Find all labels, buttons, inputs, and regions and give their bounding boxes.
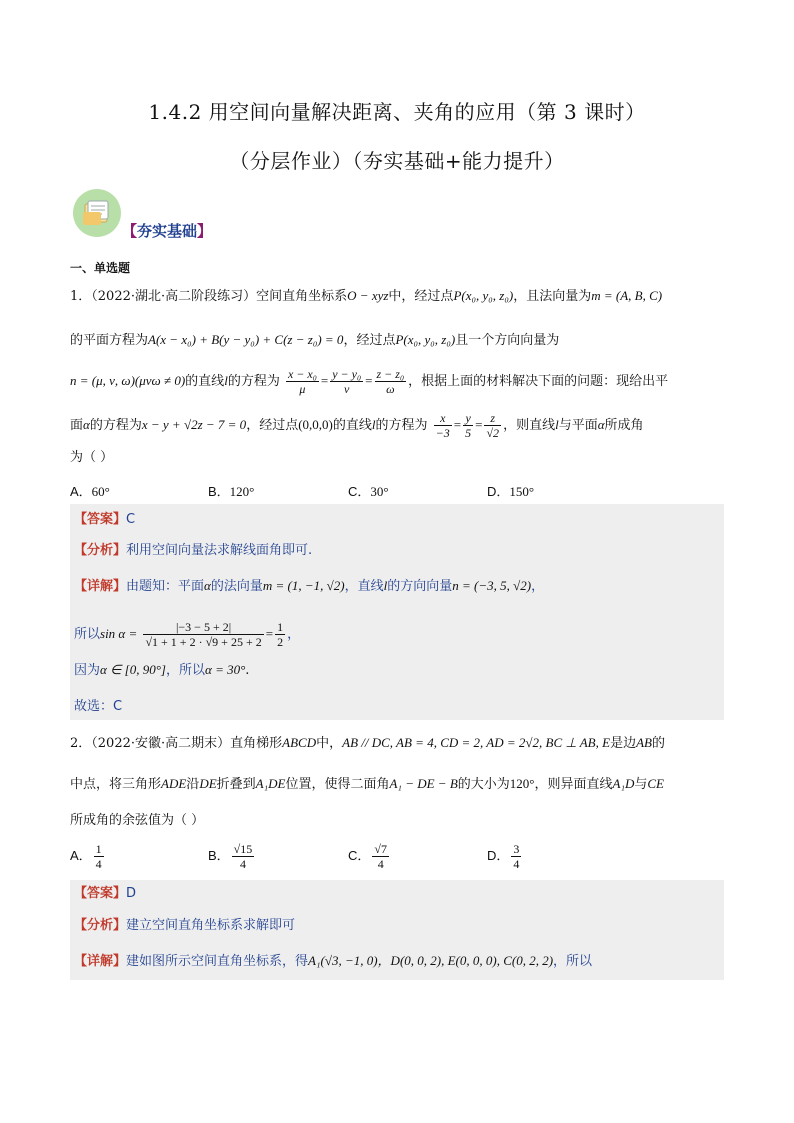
q1-solution-panel: [70, 504, 724, 720]
q2-option-b[interactable]: B． $\frac{√15}{4}$: [208, 842, 253, 871]
q2-line2: 中点，将三角形ADE沿DE折叠到A₁DE位置，使得二面角A₁ − DE − B的大小为120°，则异面直线A₁D与CE: [70, 776, 664, 792]
q1-line5: 为（ ）: [70, 450, 114, 465]
q1-sin-formula: 所以sin α = $\frac{|-3 - 5 + 2|}{√1 + 1 + 2 \cdot √9 + 25 + 2}$ = $\frac{1}{2}$ ，: [74, 620, 301, 649]
q1-conclusion: 因为α ∈ [0, 90°]，所以α = 30°.: [74, 662, 250, 678]
q1-line4: 面α的方程为x − y + √2z − 7 = 0，经过点(0,0,0)的直线l的方程为 $\frac{x}{-3}$ = $\frac{y}{5}$ = $\frac{z}{√2}$ ，则直线l与平面α所成角: [70, 411, 644, 440]
q2-option-d[interactable]: D． $\frac{3}{4}$: [487, 842, 520, 871]
q2-answer: 【答案】D: [74, 886, 137, 901]
q1-choice: 故选：C: [74, 699, 123, 714]
question-type-heading: 一、单选题: [70, 261, 131, 275]
q2-line3: 所成角的余弦值为（ ）: [70, 813, 205, 828]
q1-line2: 的平面方程为A(x − x₀) + B(y − y₀) + C(z − z₀) = 0，经过点P(x₀, y₀, z₀)且一个方向向量为: [70, 332, 560, 348]
q1-option-b[interactable]: B．120°: [208, 484, 255, 499]
q1-option-c[interactable]: C．30°: [348, 484, 389, 499]
q1-line3: n = (μ, ν, ω)(μνω ≠ 0)的直线l的方程为 $\frac{\text{x − x₀}}{\mu}$ = $\frac{\text{y − y₀}}{\nu}$ = $\frac{\text{z − z₀}}{\omega}$ ，根据上面的材料解决下面的问题：现给出平: [70, 367, 669, 396]
q2-analysis: 【分析】建立空间直角坐标系求解即可: [74, 918, 296, 933]
q1-line1: 1．（2022·湖北·高二阶段练习）空间直角坐标系O − xyz中，经过点P(x₀, y₀, z₀)，且法向量为m = (A, B, C): [70, 288, 663, 304]
document-folder-icon: [72, 188, 122, 238]
q1-answer: 【答案】C: [74, 512, 136, 527]
q2-option-c[interactable]: C． $\frac{√7}{4}$: [348, 842, 387, 871]
q2-line1: 2．（2022·安徽·高二期末）直角梯形ABCD中，AB // DC, AB = 4, CD = 2, AD = 2√2, BC ⊥ AB, E是边AB的: [70, 735, 665, 751]
q1-analysis: 【分析】利用空间向量法求解线面角即可.: [74, 543, 313, 558]
page-subtitle: （分层作业）（夯实基础+能力提升）: [229, 149, 565, 173]
section-heading: 【夯实基础】: [122, 222, 213, 240]
q1-option-d[interactable]: D．150°: [487, 484, 535, 499]
q2-detail: 【详解】建如图所示空间直角坐标系，得A₁(√3, −1, 0)，D(0, 0, 2), E(0, 0, 0), C(0, 2, 2)，所以: [74, 953, 593, 969]
page-title: 1.4.2 用空间向量解决距离、夹角的应用（第 3 课时）: [148, 100, 646, 124]
q2-option-a[interactable]: A． $\frac{1}{4}$: [70, 842, 102, 871]
q1-option-a[interactable]: A．60°: [70, 484, 110, 499]
q1-detail: 【详解】由题知：平面α的法向量m = (1, −1, √2)，直线l的方向向量n = (−3, 5, √2)，: [74, 578, 545, 594]
